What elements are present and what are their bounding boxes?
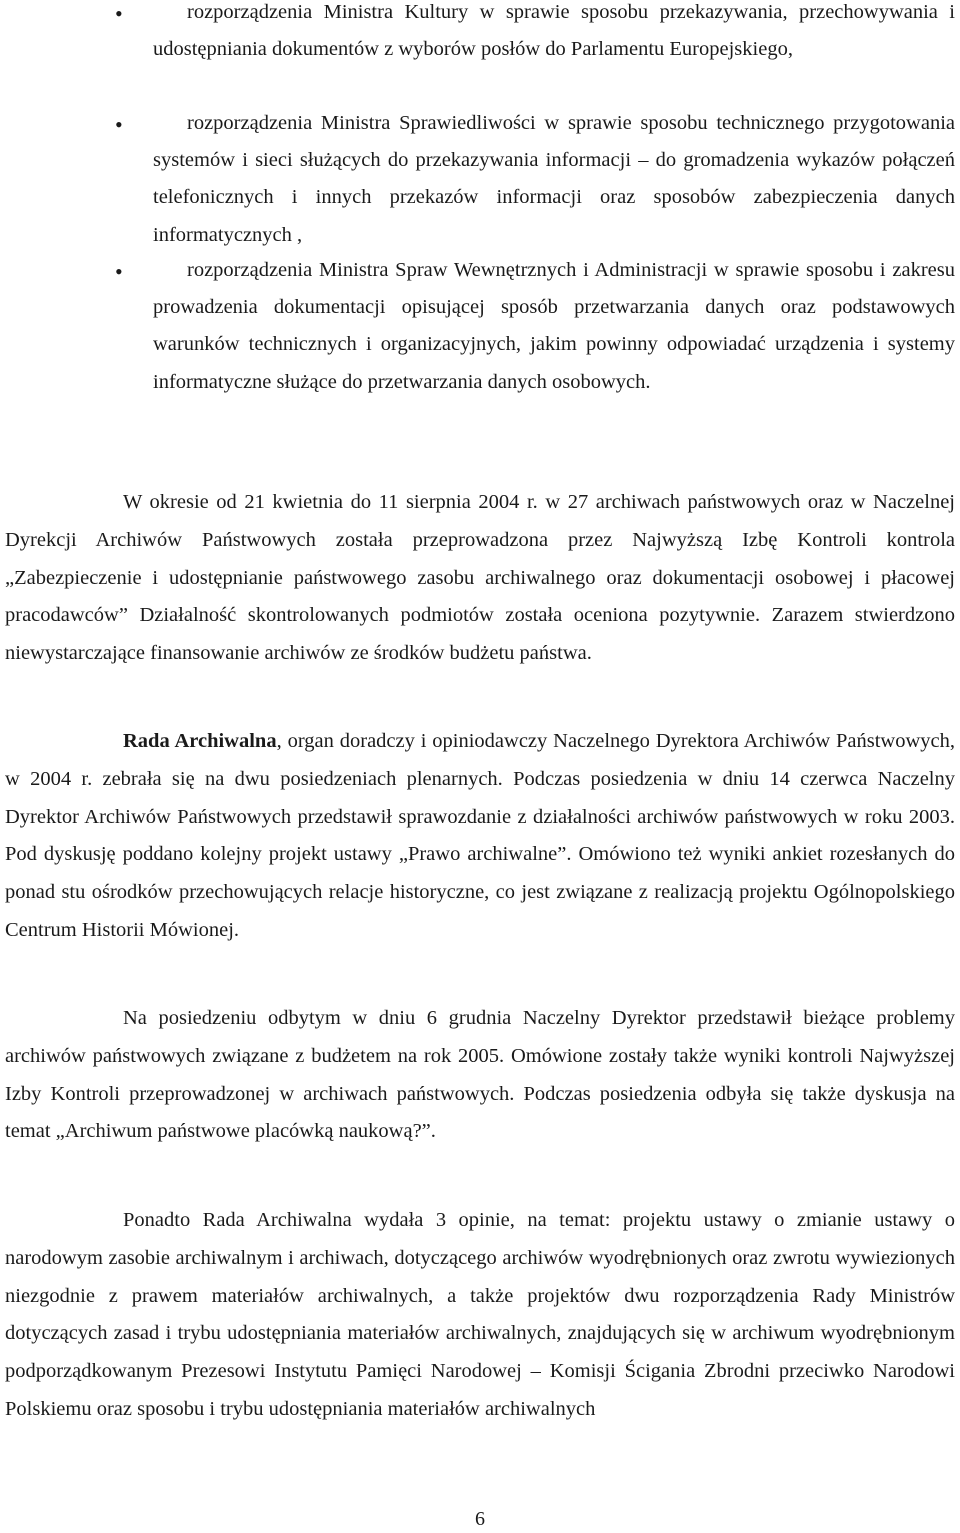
bullet-text: rozporządzenia Ministra Sprawiedliwości w sprawie sposobu technicznego przygotowania systemów i sieci służących do przekazywania informacji – do gromadzenia wykazów połączeń telefonicznych i innych przekazów informacji oraz sposobów zabezpieczenia danych informatycznych , [153, 112, 955, 246]
paragraph-text: W okresie od 21 kwietnia do 11 sierpnia 2004 r. w 27 archiwach państwowych oraz w Naczelnej Dyrekcji Archiwów Państwowych została przeprowadzona przez Najwyższą Izbę Kontroli kontrola „Zabezpieczenie i udostępnianie państwowego zasobu archiwalnego oraz dokumentacji osobowej i płacowej pracodawców” Działalność skontrolowanych podmiotów została oceniona pozytywnie. Zarazem stwierdzono niewystarczające finansowanie archiwów ze środków budżetu państwa. [5, 491, 955, 665]
paragraph [5, 1000, 955, 1151]
page-number: 6 [475, 1508, 485, 1530]
bullet-item [115, 252, 955, 401]
paragraph-text: , organ doradczy i opiniodawczy Naczelnego Dyrektora Archiwów Państwowych, w 2004 r. zebrała się na dwu posiedzeniach plenarnych. Podczas posiedzenia w dniu 14 czerwca Naczelny Dyrektor Archiwów Państwowych przedstawił sprawozdanie z działalności archiwów państwowych w roku 2003. Pod dyskusję poddano kolejny projekt ustawy „Prawo archiwalne”. Omówiono też wyniki ankiet rozesłanych do ponad stu ośrodków przechowujących relacje historyczne, co jest związane z realizacją projektu Ogólnopolskiego Centrum Historii Mówionej. [5, 730, 955, 941]
bullet-text: rozporządzenia Ministra Kultury w sprawie sposobu przekazywania, przechowywania i udostępniania dokumentów z wyborów posłów do Parlamentu Europejskiego, [153, 1, 955, 61]
bullet-dot: • [115, 259, 123, 284]
bullet-dot: • [115, 112, 123, 137]
bullet-item [115, 105, 955, 254]
paragraph-text: Na posiedzeniu odbytym w dniu 6 grudnia Naczelny Dyrektor przedstawił bieżące problemy archiwów państwowych związane z budżetem na rok 2005. Omówione zostały także wyniki kontroli Najwyższej Izby Kontroli przeprowadzonej w archiwach państwowych. Podczas posiedzenia odbyła się także dyskusja na temat „Archiwum państwowe placówką naukową?”. [5, 1007, 955, 1143]
paragraph [5, 723, 955, 950]
paragraph-text: Ponadto Rada Archiwalna wydała 3 opinie, na temat: projektu ustawy o zmianie ustawy o narodowym zasobie archiwalnym i archiwach, dotyczącego archiwów wyodrębnionych oraz zwrotu wywiezionych niezgodnie z prawem materiałów archiwalnych, a także projektów dwu rozporządzenia Rady Ministrów dotyczących zasad i trybu udostępniania materiałów archiwalnych, znajdujących się w archiwum wyodrębnionym podporządkowanym Prezesowi Instytutu Pamięci Narodowej – Komisji Ścigania Zbrodni przeciwko Narodowi Polskiemu oraz sposobu i trybu udostępniania materiałów archiwalnych [5, 1209, 955, 1420]
paragraph-bold-lead: Rada Archiwalna [123, 730, 277, 752]
bullet-dot: • [115, 1, 123, 26]
paragraph [5, 1202, 955, 1429]
bullet-item [115, 0, 955, 68]
paragraph [5, 484, 955, 673]
bullet-text: rozporządzenia Ministra Spraw Wewnętrznych i Administracji w sprawie sposobu i zakresu prowadzenia dokumentacji opisującej sposób przetwarzania danych oraz podstawowych warunków technicznych i organizacyjnych, jakim powinny odpowiadać urządzenia i systemy informatyczne służące do przetwarzania danych osobowych. [153, 259, 955, 393]
